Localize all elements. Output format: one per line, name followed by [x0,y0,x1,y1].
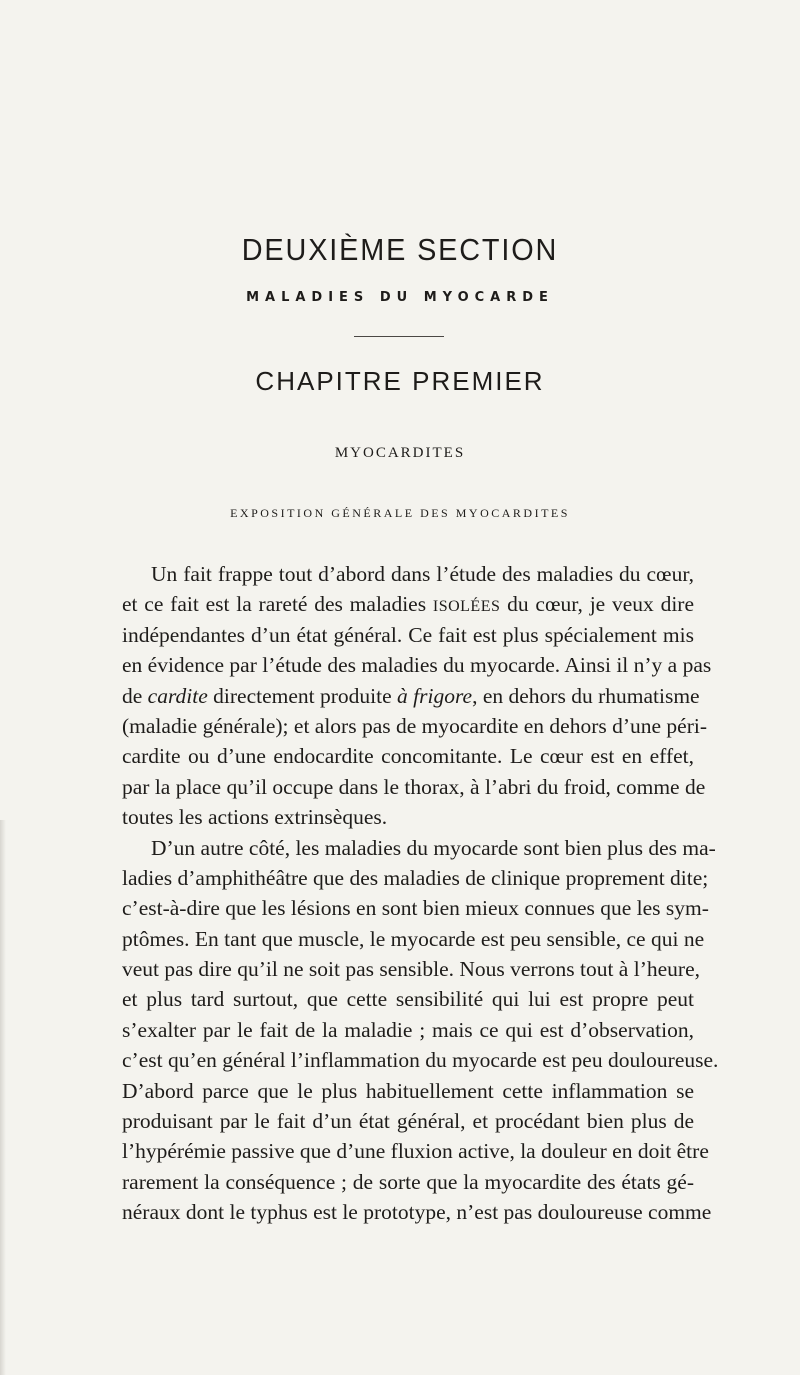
chapter-subtitle: MYOCARDITES [334,445,466,461]
text-line: rarement la conséquence ; de sorte que la myocardite des états gé- [122,1169,694,1194]
text-line: indépendantes d’un état général. Ce fait est plus spécialement mis [122,622,694,647]
text-line: néraux dont le typhus est le prototype, n’est pas douloureuse comme [122,1200,712,1225]
section-subtitle: MALADIES DU MYOCARDE [246,290,554,305]
section-title: DEUXIÈME SECTION [241,232,559,267]
text-line: ptômes. En tant que muscle, le myocarde est peu sensible, ce qui ne [122,926,705,951]
text-line: (maladie générale); et alors pas de myocardite en dehors d’une péri- [122,713,708,738]
chapter-title: CHAPITRE PREMIER [255,366,545,396]
emphasis: à frigore [397,683,473,708]
text-line: et plus tard surtout, que cette sensibilité qui lui est propre peut [122,987,694,1012]
emphasis: ISOLÉES [432,598,501,616]
text-line: de cardite directement produite à frigore, en dehors du rhumatisme [122,683,700,708]
text-line: et ce fait est la rareté des maladies ISOLÉES du cœur, je veux dire [122,592,694,617]
text-line: cardite ou d’une endocardite concomitante. Le cœur est en effet, [122,744,694,769]
emphasis: cardite [147,683,208,708]
text-line: l’hypérémie passive que d’une fluxion active, la douleur en doit être [122,1139,709,1164]
text-line: en évidence par l’étude des maladies du myocarde. Ainsi il n’y a pas [122,653,712,678]
text-line: veut pas dire qu’il ne soit pas sensible. Nous verrons tout à l’heure, [122,957,700,982]
text-line: toutes les actions extrinsèques. [122,805,388,830]
text-line: D’abord parce que le plus habituellement cette inflammation se [122,1078,694,1103]
text-line: c’est-à-dire que les lésions en sont bien mieux connues que les sym- [122,896,709,921]
page-edge-shadow [0,820,6,1375]
text-line: produisant par le fait d’un état général, et procédant bien plus de [122,1109,694,1134]
text-line: c’est qu’en général l’inflammation du myocarde est peu douloureuse. [122,1048,719,1073]
body-text [122,559,719,1228]
text-line: D’un autre côté, les maladies du myocarde sont bien plus des ma- [151,835,716,860]
text-line: s’exalter par le fait de la maladie ; mais ce qui est d’observation, [122,1017,694,1042]
text-line: Un fait frappe tout d’abord dans l’étude des maladies du cœur, [151,562,694,586]
text-line: par la place qu’il occupe dans le thorax, à l’abri du froid, comme de [122,774,706,799]
divider-rule [354,336,444,337]
section-heading: EXPOSITION GÉNÉRALE DES MYOCARDITES [230,506,570,520]
text-line: ladies d’amphithéâtre que des maladies de clinique proprement dite; [122,865,709,890]
